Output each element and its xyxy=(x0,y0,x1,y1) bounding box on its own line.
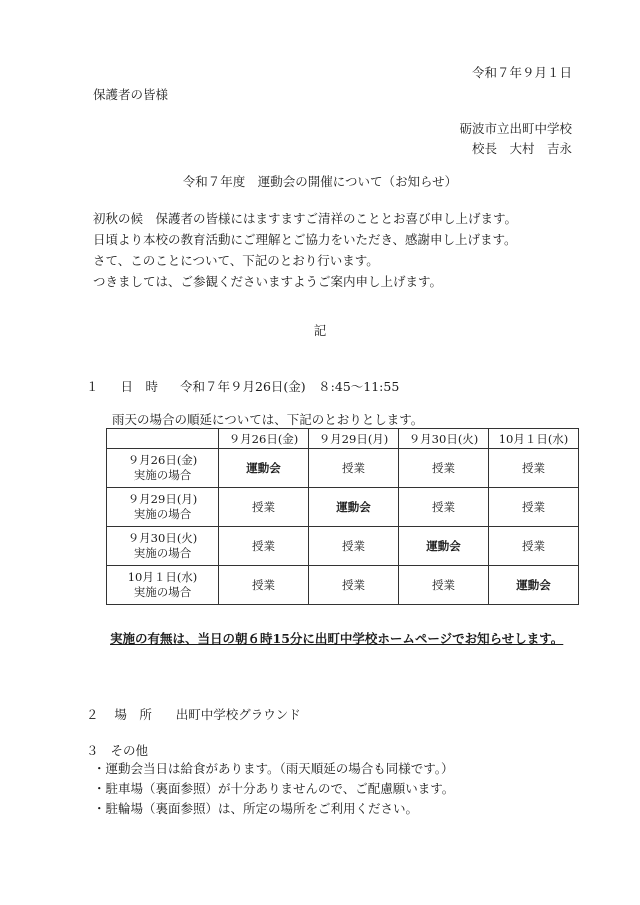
section-other xyxy=(86,741,148,759)
row-label: ９月26日(金) 実施の場合 xyxy=(107,449,219,488)
column-header: 10月１日(水) xyxy=(489,429,579,449)
other-bullet-3: ・駐輪場（裏面参照）は、所定の場所をご利用ください。 xyxy=(93,801,419,816)
table-cell: 授業 xyxy=(399,449,489,488)
table-cell: 運動会 xyxy=(399,527,489,566)
homepage-notice: 実施の有無は、当日の朝６時15分に出町中学校ホームページでお知らせします。 xyxy=(110,631,564,646)
other-bullet-1: ・運動会当日は給食があります。（雨天順延の場合も同様です。） xyxy=(93,761,454,776)
school-name: 砺波市立出町中学校 xyxy=(459,121,572,136)
column-header: ９月29日(月) xyxy=(309,429,399,449)
table-cell: 授業 xyxy=(309,527,399,566)
table-cell: 授業 xyxy=(309,566,399,605)
greeting-line-2: 日頃より本校の教育活動にご理解とご協力をいただき、感謝申し上げます。 xyxy=(93,232,517,247)
table-corner xyxy=(107,429,219,449)
table-cell: 運動会 xyxy=(489,566,579,605)
greeting-line-1: 初秋の候 保護者の皆様にはますますご清祥のこととお喜び申し上げます。 xyxy=(93,211,518,226)
rain-postponement-note: 雨天の場合の順延については、下記のとおりとします。 xyxy=(112,412,424,427)
table-cell: 授業 xyxy=(219,566,309,605)
section-number: ２ xyxy=(86,707,99,722)
row-label: ９月30日(火) 実施の場合 xyxy=(107,527,219,566)
section-number: ３ xyxy=(86,743,99,758)
section-location xyxy=(86,705,301,723)
section-label: 日 時 xyxy=(120,379,159,394)
section-label: その他 xyxy=(110,743,148,758)
table-row xyxy=(107,566,579,605)
section-label: 場 所 xyxy=(114,707,152,722)
table-cell: 運動会 xyxy=(309,488,399,527)
row-label: 10月１日(水) 実施の場合 xyxy=(107,566,219,605)
section-number: １ xyxy=(86,379,99,394)
column-header: ９月30日(火) xyxy=(399,429,489,449)
table-cell: 授業 xyxy=(489,449,579,488)
table-header-row xyxy=(107,429,579,449)
table-cell: 運動会 xyxy=(219,449,309,488)
recipient: 保護者の皆様 xyxy=(93,87,169,102)
table-cell: 授業 xyxy=(309,449,399,488)
greeting-line-4: つきましては、ご参観くださいますようご案内申し上げます。 xyxy=(93,274,443,289)
table-cell: 授業 xyxy=(399,488,489,527)
table-row xyxy=(107,449,579,488)
row-label: ９月29日(月) 実施の場合 xyxy=(107,488,219,527)
table-cell: 授業 xyxy=(219,527,309,566)
column-header: ９月26日(金) xyxy=(219,429,309,449)
letter-subject: 令和７年度 運動会の開催について（お知らせ） xyxy=(182,174,458,189)
table-cell: 授業 xyxy=(399,566,489,605)
greeting-line-3: さて、このことについて、下記のとおり行います。 xyxy=(93,253,379,268)
location-value: 出町中学校グラウンド xyxy=(175,707,301,722)
other-bullet-2: ・駐車場（裏面参照）が十分ありませんので、ご配慮願います。 xyxy=(93,781,455,796)
principal-name: 校長 大村 吉永 xyxy=(471,141,572,156)
section-datetime xyxy=(86,377,417,395)
table-cell: 授業 xyxy=(489,527,579,566)
table-row xyxy=(107,527,579,566)
table-cell: 授業 xyxy=(219,488,309,527)
datetime-value: 令和７年９月26日(金) ８:45～11:55 xyxy=(180,379,400,394)
table-cell: 授業 xyxy=(489,488,579,527)
rain-schedule-table xyxy=(106,428,579,605)
table-row xyxy=(107,488,579,527)
ki-heading: 記 xyxy=(313,323,327,338)
letter-date: 令和７年９月１日 xyxy=(471,65,572,80)
